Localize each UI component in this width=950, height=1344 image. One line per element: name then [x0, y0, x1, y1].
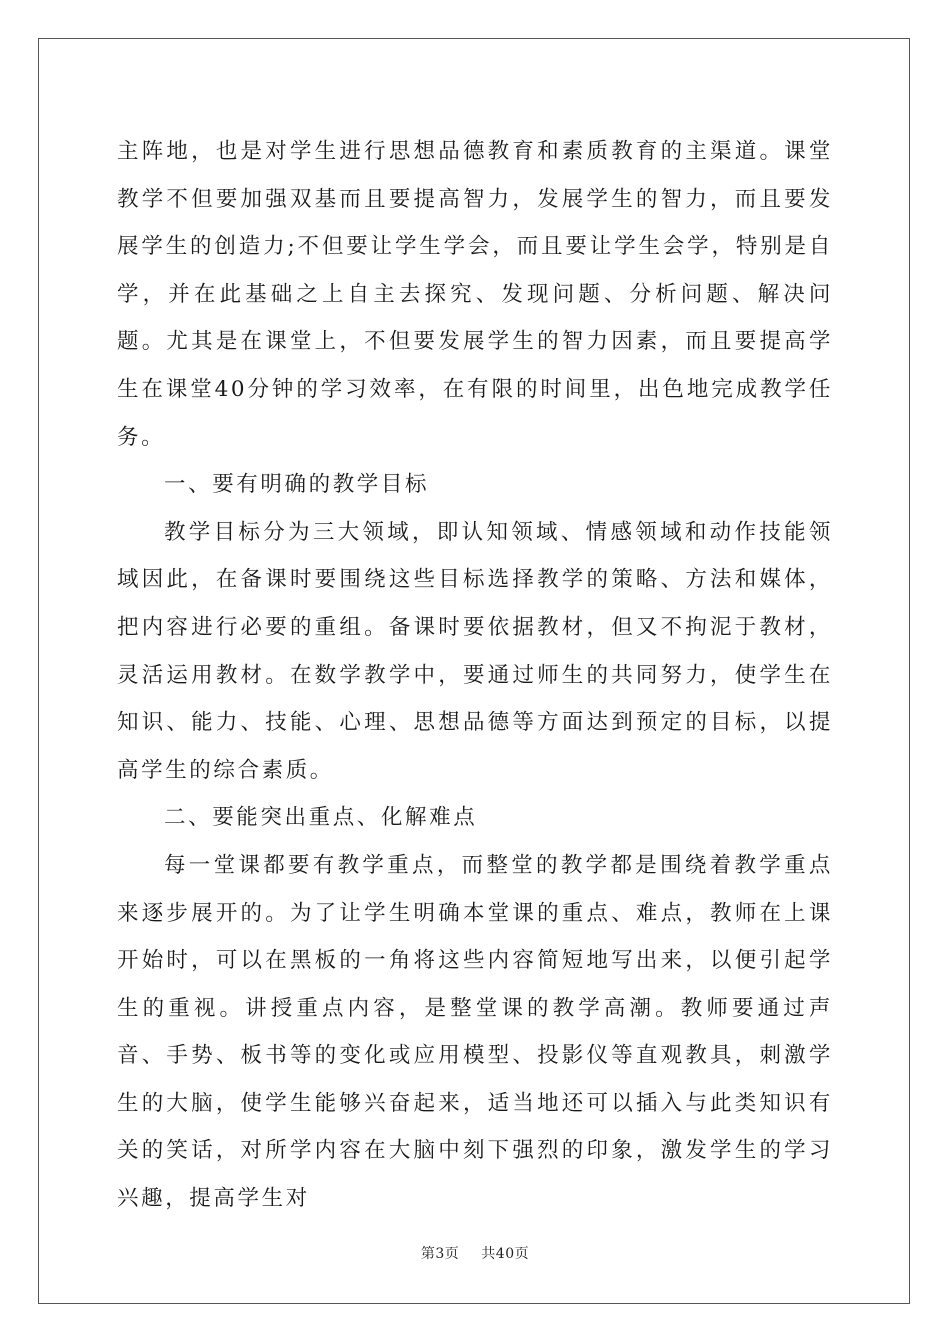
- page-footer: [0, 1243, 950, 1263]
- document-body: [117, 128, 833, 1223]
- page-total: 共40页: [481, 1246, 530, 1262]
- section-heading-1: 一、要有明确的教学目标: [164, 472, 430, 498]
- section-heading-2: 二、要能突出重点、化解难点: [164, 805, 478, 831]
- paragraph-continued: 主阵地，也是对学生进行思想品德教育和素质教育的主渠道。课堂教学不但要加强双基而且要提高智力，发展学生的智力，而且要发展学生的创造力;不但要让学生学会，而且要让学生会学，特别是自学，并在此基础之上自主去探究、发现问题、分析问题、解决问题。尤其是在课堂上，不但要发展学生的智力因素，而且要提高学生在课堂40分钟的学习效率，在有限的时间里，出色地完成教学任务。: [117, 139, 833, 450]
- paragraph-key-points: 每一堂课都要有教学重点，而整堂的教学都是围绕着教学重点来逐步展开的。为了让学生明确本堂课的重点、难点，教师在上课开始时，可以在黑板的一角将这些内容简短地写出来，以便引起学生的重视。讲授重点内容，是整堂课的教学高潮。教师要通过声音、手势、板书等的变化或应用模型、投影仪等直观教具，刺激学生的大脑，使学生能够兴奋起来，适当地还可以插入与此类知识有关的笑话，对所学内容在大脑中刻下强烈的印象，激发学生的学习兴趣，提高学生对: [117, 852, 833, 1212]
- paragraph-teaching-goals: 教学目标分为三大领域，即认知领域、情感领域和动作技能领域因此，在备课时要围绕这些目标选择教学的策略、方法和媒体，把内容进行必要的重组。备课时要依据教材，但又不拘泥于教材，灵活运用教材。在数学教学中，要通过师生的共同努力，使学生在知识、能力、技能、心理、思想品德等方面达到预定的目标，以提高学生的综合素质。: [117, 519, 833, 783]
- page-number: 第3页: [420, 1246, 460, 1262]
